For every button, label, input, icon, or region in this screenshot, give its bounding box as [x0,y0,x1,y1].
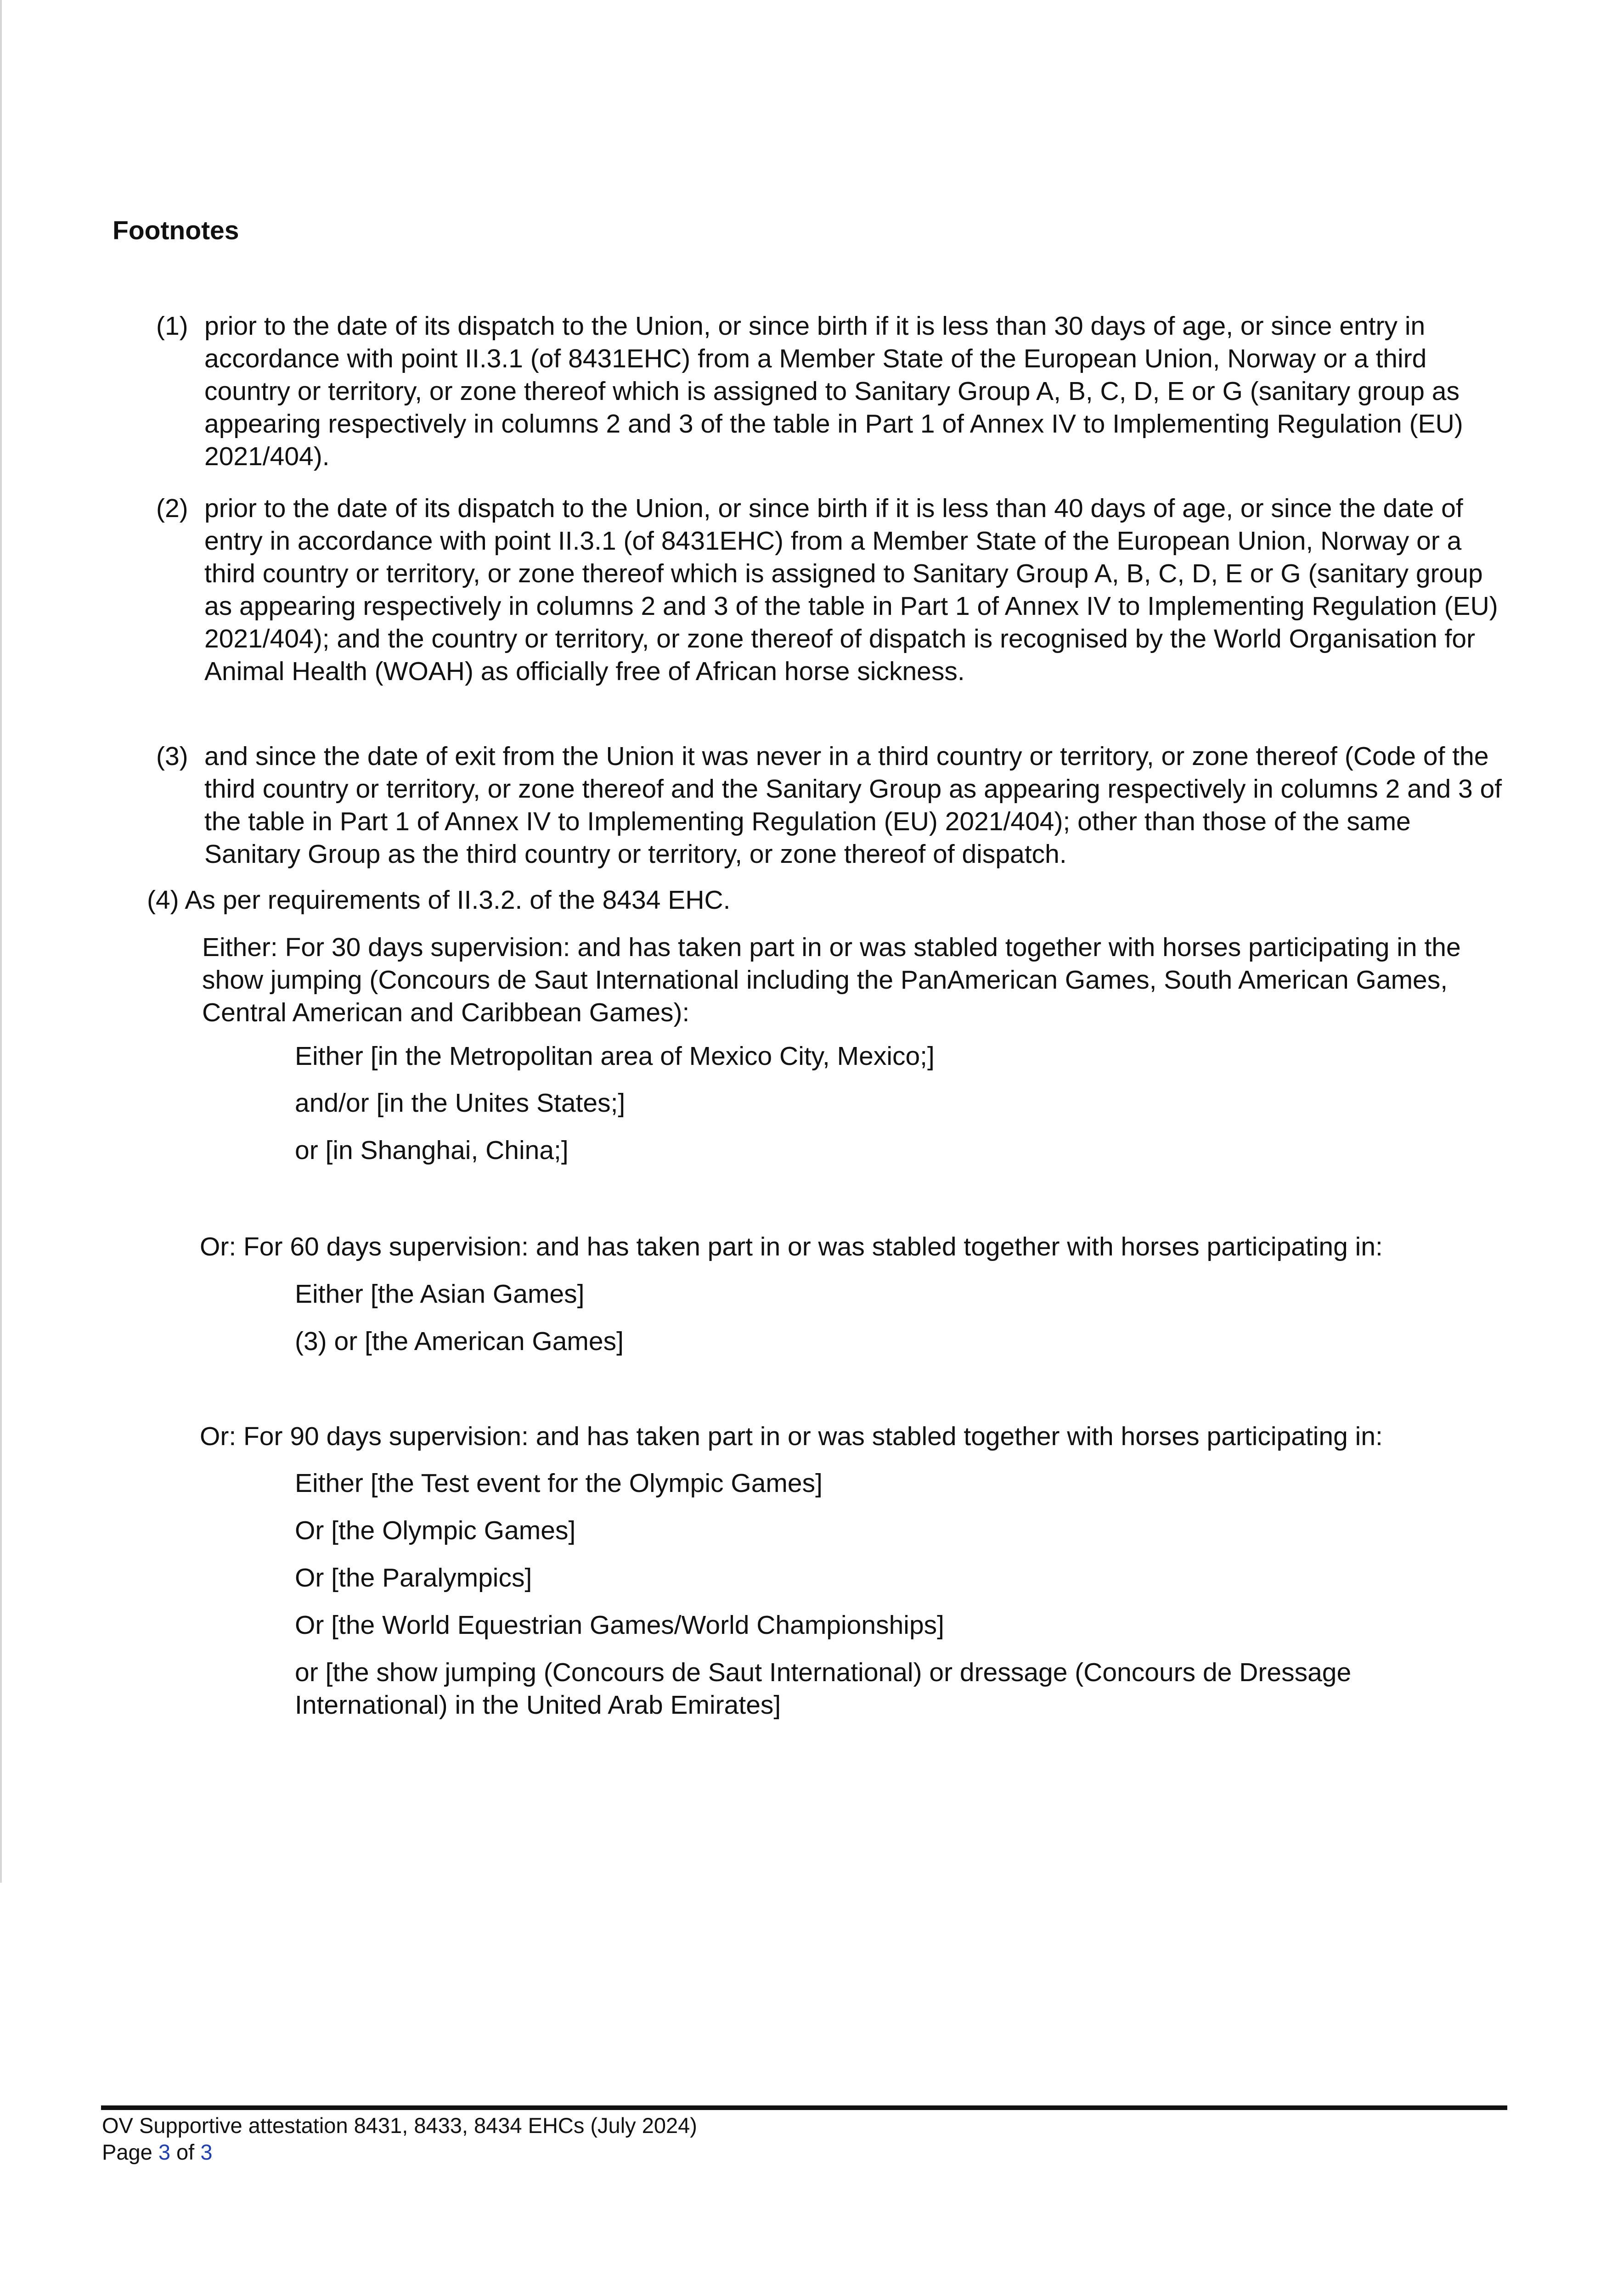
list-item: and/or [in the Unites States;] [295,1088,626,1118]
page-word: Page [102,2140,152,2164]
footnote-number: (1) [156,311,188,341]
page-number-link[interactable]: 3 [158,2140,170,2164]
list-item: Or [the World Equestrian Games/World Championships] [295,1610,944,1640]
footnote-text: prior to the date of its dispatch to the Union, or since birth if it is less than 40 days of age, or since the date of entry in accordance with point II.3.1 (of 8431EHC) from a Member State of the European Union, Norway or a third country or territory, or zone thereof which is assigned to Sanitary Group A, B, C, D, E or G (sanitary group as appearing respectively in columns 2 and 3 of the table in Part 1 of Annex IV to Implementing Regulation (EU) 2021/404); and the country or territory, or zone thereof of dispatch is recognised by the World Organisation for Animal Health (WOAH) as officially free of African horse sickness. [204,494,1498,686]
footnote-text: and since the date of exit from the Union it was never in a third country or territory, or zone thereof (Code of the third country or territory, or zone thereof and the Sanitary Group as appearing respectively in columns 2 and 3 of the table in Part 1 of Annex IV to Implementing Regulation (EU) 2021/404); other than those of the same Sanitary Group as the third country or territory, or zone thereof of dispatch. [204,742,1502,869]
either-30-days: Either: For 30 days supervision: and has taken part in or was stabled together with horses participating in the show jumping (Concours de Saut International including the PanAmerican Games, South American Games, Central American and Caribbean Games): [202,933,1461,1027]
footnote-4-title: (4) As per requirements of II.3.2. of the 8434 EHC. [147,885,731,915]
list-item: Either [the Test event for the Olympic Games] [295,1469,823,1498]
footnote-text: prior to the date of its dispatch to the Union, or since birth if it is less than 30 days of age, or since entry in accordance with point II.3.1 (of 8431EHC) from a Member State of the European Union, Norway or a third country or territory, or zone thereof which is assigned to Sanitary Group A, B, C, D, E or G (sanitary group as appearing respectively in columns 2 and 3 of the table in Part 1 of Annex IV to Implementing Regulation (EU) 2021/404). [204,311,1463,471]
list-item: or [in Shanghai, China;] [295,1136,569,1165]
or-90-days: Or: For 90 days supervision: and has taken part in or was stabled together with horses participating in: [200,1422,1383,1451]
footnote-2 [156,492,1511,688]
scan-edge [0,0,2,1883]
of-word: of [176,2140,195,2164]
list-item: Either [the Asian Games] [295,1279,585,1309]
footnote-number: (3) [156,742,188,771]
list-item: (3) or [the American Games] [295,1327,624,1356]
footnote-3 [156,740,1511,871]
footer-page-number [102,2139,212,2166]
list-item: Or [the Paralympics] [295,1563,532,1593]
page-total-link[interactable]: 3 [200,2140,213,2164]
list-item: or [the show jumping (Concours de Saut International) or dressage (Concours de Dressage International) in the United Arab Emirates] [295,1658,1352,1720]
footnote-1 [156,310,1511,473]
or-60-days: Or: For 60 days supervision: and has taken part in or was stabled together with horses participating in: [200,1232,1383,1261]
footnote-number: (2) [156,494,188,523]
footer-rule [101,2105,1507,2110]
list-item: Or [the Olympic Games] [295,1516,576,1545]
list-item: Either [in the Metropolitan area of Mexico City, Mexico;] [295,1041,935,1071]
footer-attestation: OV Supportive attestation 8431, 8433, 8434 EHCs (July 2024) [102,2113,697,2138]
footnotes-heading: Footnotes [113,216,239,245]
